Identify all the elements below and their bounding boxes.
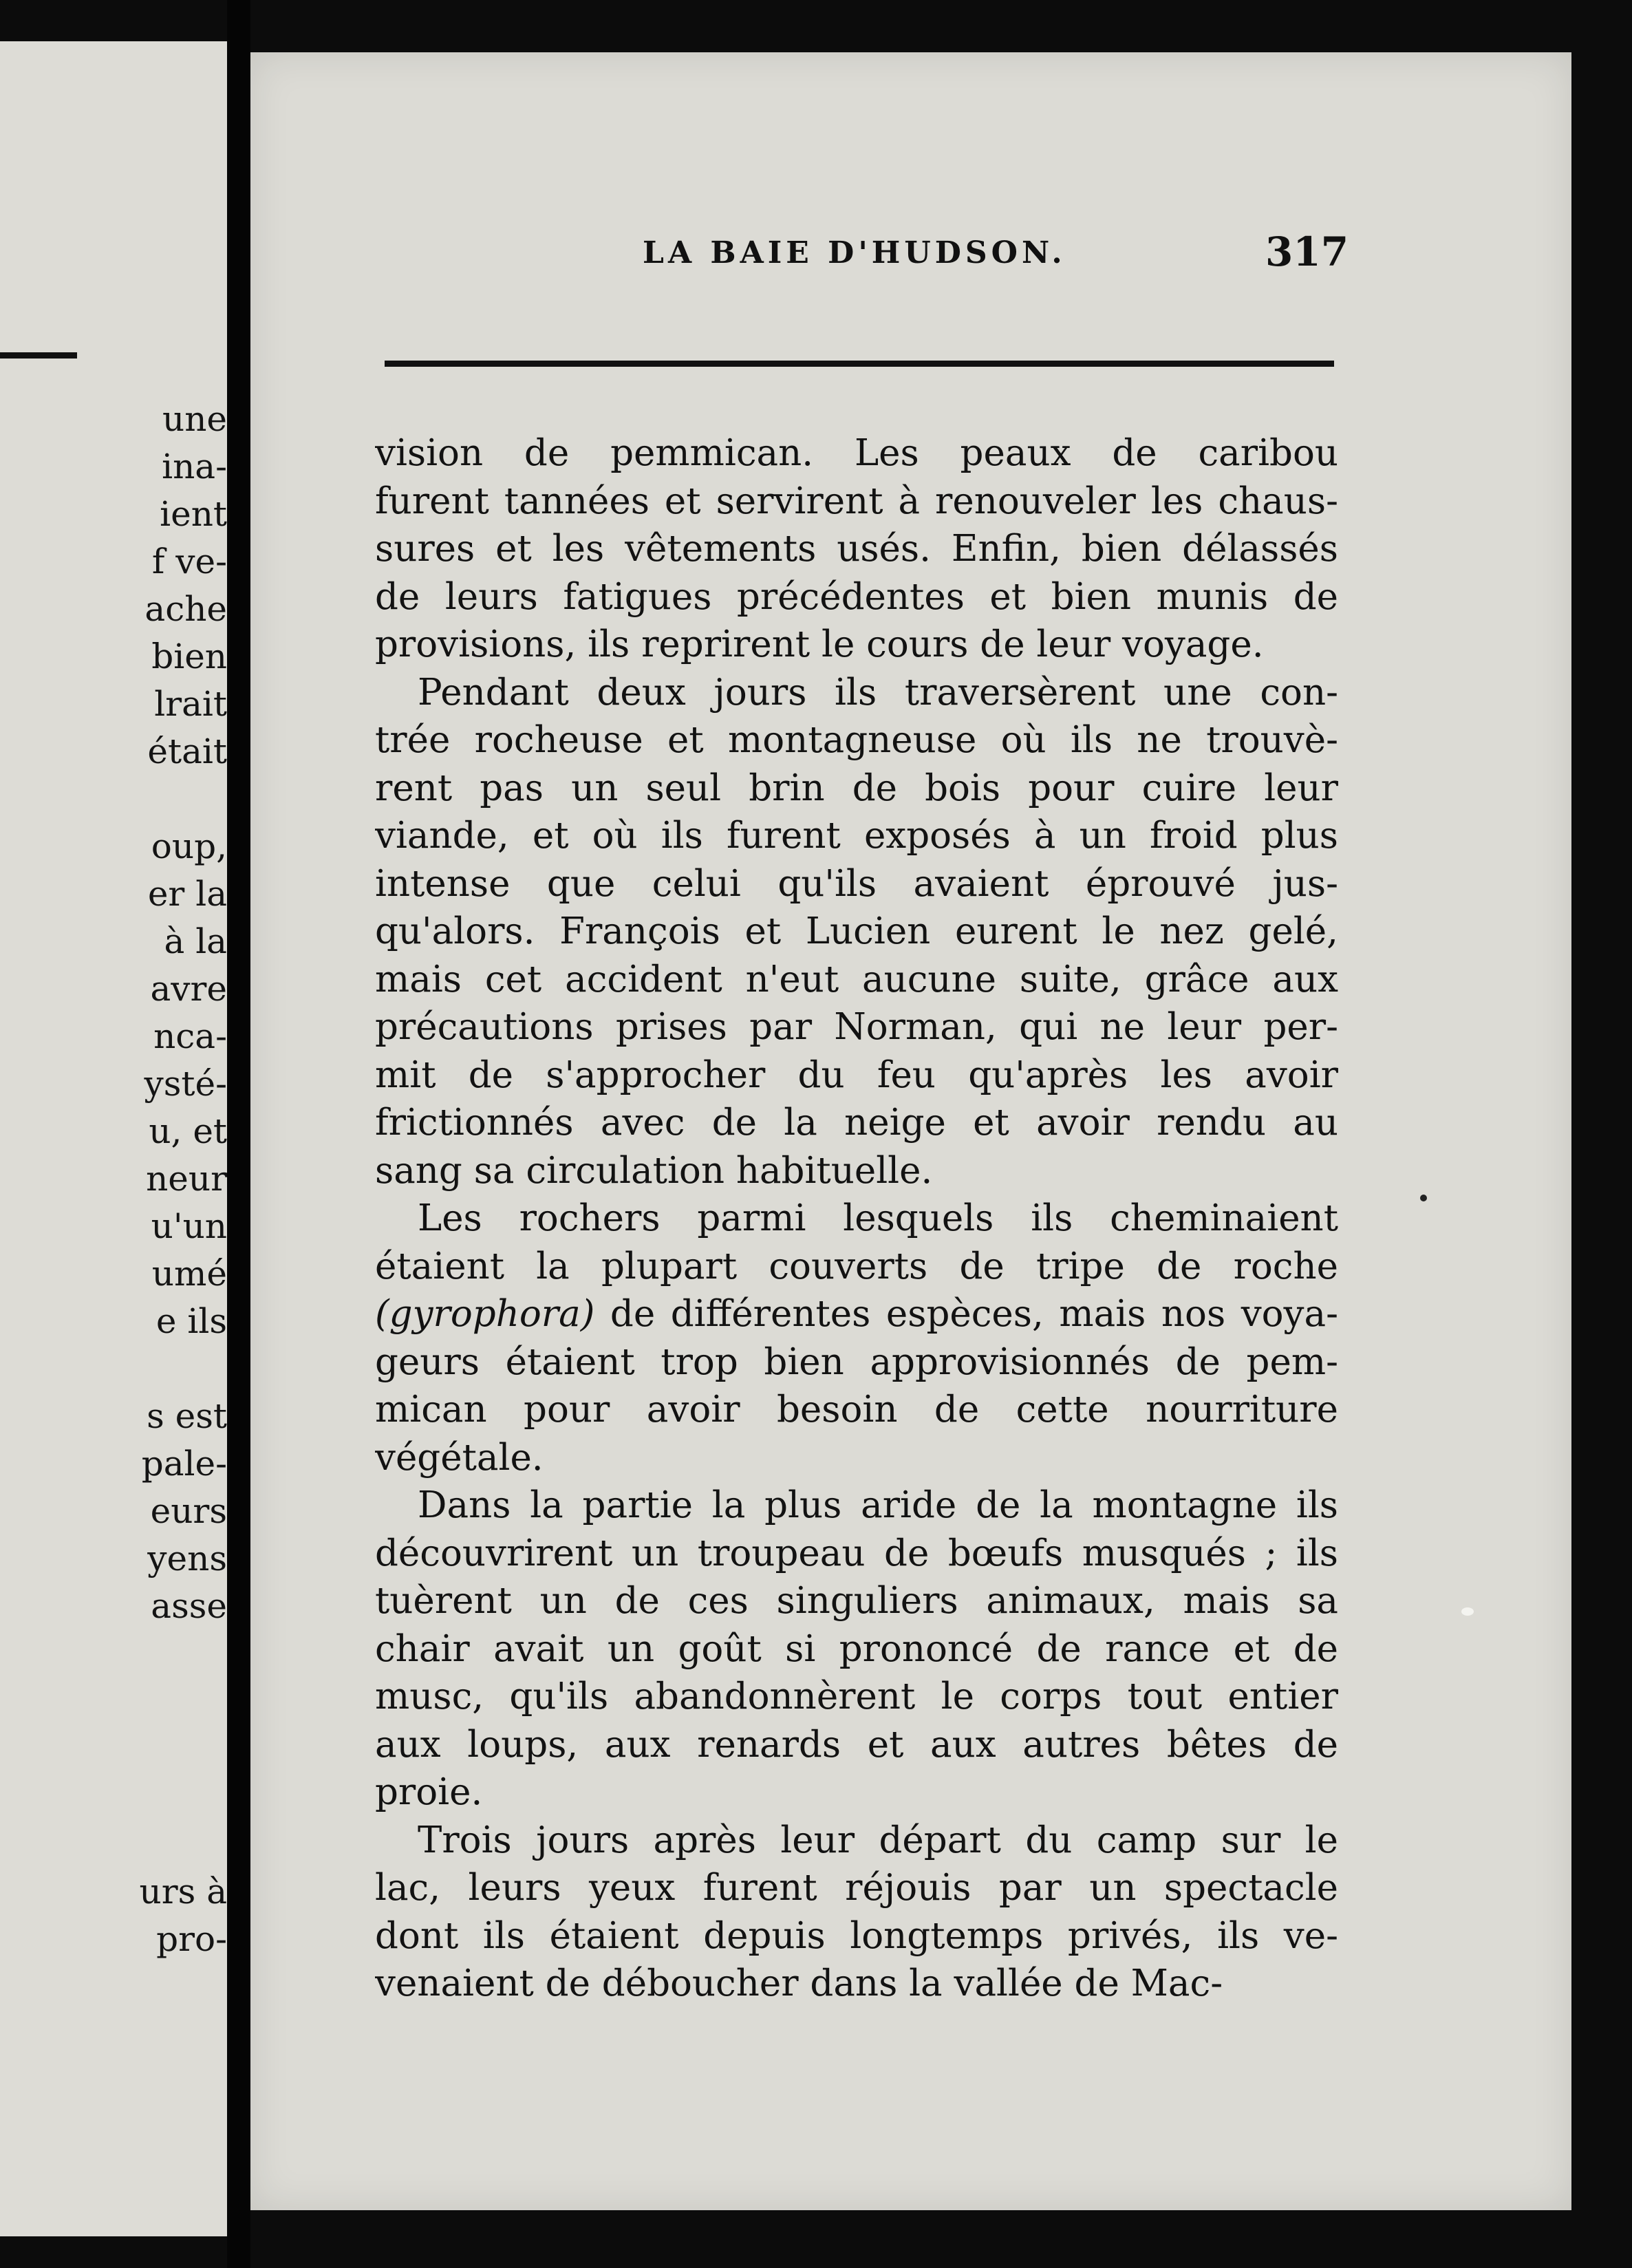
left-fragment: lrait [154, 684, 227, 724]
text-line: vision de pemmican. Les peaux de caribou [375, 432, 1338, 474]
book-spine-gutter [227, 0, 250, 2268]
header-rule [385, 361, 1334, 367]
text-line: viande, et où ils furent exposés à un froid plus [375, 815, 1338, 857]
left-fragment: s est [147, 1396, 227, 1436]
body-text [375, 429, 1338, 2008]
left-fragment: ache [144, 589, 227, 629]
text-line: musc, qu'ils abandonnèrent le corps tout entier [375, 1676, 1338, 1718]
left-fragment: neur [146, 1159, 227, 1199]
text-line: chair avait un goût si prononcé de rance et de [375, 1627, 1338, 1670]
text-line: de leurs fatigues précédentes et bien munis de [375, 575, 1338, 618]
left-fragment: oup, [151, 826, 227, 866]
left-fragment: urs à [139, 1872, 227, 1912]
text-line: (gyrophora) de différentes espèces, mais nos voya- [375, 1293, 1338, 1335]
left-fragment: à la [164, 921, 227, 961]
text-line: venaient de déboucher dans la vallée de Mac- [375, 1962, 1223, 2004]
left-fragment: f ve- [151, 542, 227, 581]
text-line: sang sa circulation habituelle. [375, 1149, 933, 1192]
text-line: mit de s'approcher du feu qu'après les avoir [375, 1053, 1338, 1096]
ink-speck [1461, 1607, 1474, 1616]
running-head: LA BAIE D'HUDSON. [643, 235, 1066, 270]
ink-speck [1420, 1195, 1427, 1201]
left-fragment: ysté- [144, 1064, 227, 1104]
left-facing-page [0, 41, 227, 2236]
left-fragment: avre [150, 969, 227, 1009]
text-line: tuèrent un de ces singuliers animaux, mais sa [375, 1580, 1338, 1622]
text-line: Pendant deux jours ils traversèrent une con- [418, 671, 1338, 714]
left-fragment: er la [147, 874, 227, 914]
text-line: proie. [375, 1771, 483, 1813]
left-fragment: umé [151, 1254, 227, 1294]
left-page-text-fragments [0, 41, 227, 2236]
text-line: découvrirent un troupeau de bœufs musqués ; ils [375, 1532, 1338, 1574]
left-fragment: eurs [150, 1491, 227, 1531]
text-line: intense que celui qu'ils avaient éprouvé jus- [375, 862, 1338, 905]
text-line: précautions prises par Norman, qui ne leur per- [375, 1006, 1338, 1048]
left-fragment: pale- [141, 1444, 227, 1484]
text-line: mais cet accident n'eut aucune suite, grâce aux [375, 958, 1338, 1001]
paragraph [375, 1817, 1338, 2008]
page-number: 317 [1265, 228, 1349, 275]
left-fragment: e ils [155, 1301, 227, 1341]
text-line: Dans la partie la plus aride de la montagne ils [418, 1484, 1338, 1526]
text-line: Trois jours après leur départ du camp sur le [418, 1819, 1338, 1861]
text-line: geurs étaient trop bien approvisionnés de pem- [375, 1340, 1338, 1383]
text-line: végétale. [375, 1436, 544, 1479]
left-fragment: ina- [162, 447, 227, 486]
text-line: frictionnés avec de la neige et avoir rendu au [375, 1102, 1338, 1144]
paragraph [375, 1195, 1338, 1481]
paragraph [375, 669, 1338, 1195]
text-line: dont ils étaient depuis longtemps privés, ils ve- [375, 1914, 1338, 1957]
left-fragment: nca- [153, 1016, 227, 1056]
text-line: étaient la plupart couverts de tripe de roche [375, 1245, 1338, 1287]
text-line: sures et les vêtements usés. Enfin, bien délassés [375, 528, 1338, 570]
text-line: mican pour avoir besoin de cette nourriture [375, 1389, 1338, 1431]
left-fragment: yens [147, 1539, 227, 1579]
left-fragment: bien [151, 636, 227, 676]
right-page [250, 52, 1571, 2210]
left-fragment: était [147, 731, 227, 771]
text-line: rent pas un seul brin de bois pour cuire leur [375, 767, 1338, 809]
text-line: Les rochers parmi lesquels ils cheminaient [418, 1197, 1338, 1239]
paragraph [375, 1481, 1338, 1817]
text-line: furent tannées et servirent à renouveler les chaus- [375, 480, 1338, 522]
text-line: qu'alors. François et Lucien eurent le nez gelé, [375, 910, 1338, 952]
left-fragment: u'un [151, 1206, 227, 1246]
text-line: provisions, ils reprirent le cours de leur voyage. [375, 623, 1264, 665]
left-fragment: pro- [156, 1919, 227, 1959]
left-fragment: une [162, 399, 227, 439]
text-line: trée rocheuse et montagneuse où ils ne trouvè- [375, 719, 1338, 761]
left-fragment: asse [151, 1586, 227, 1626]
left-fragment: ient [160, 494, 227, 534]
left-fragment: u, et [149, 1111, 227, 1151]
paragraph [375, 429, 1338, 669]
text-line: aux loups, aux renards et aux autres bêtes de [375, 1723, 1338, 1766]
text-line: lac, leurs yeux furent réjouis par un spectacle [375, 1867, 1338, 1909]
